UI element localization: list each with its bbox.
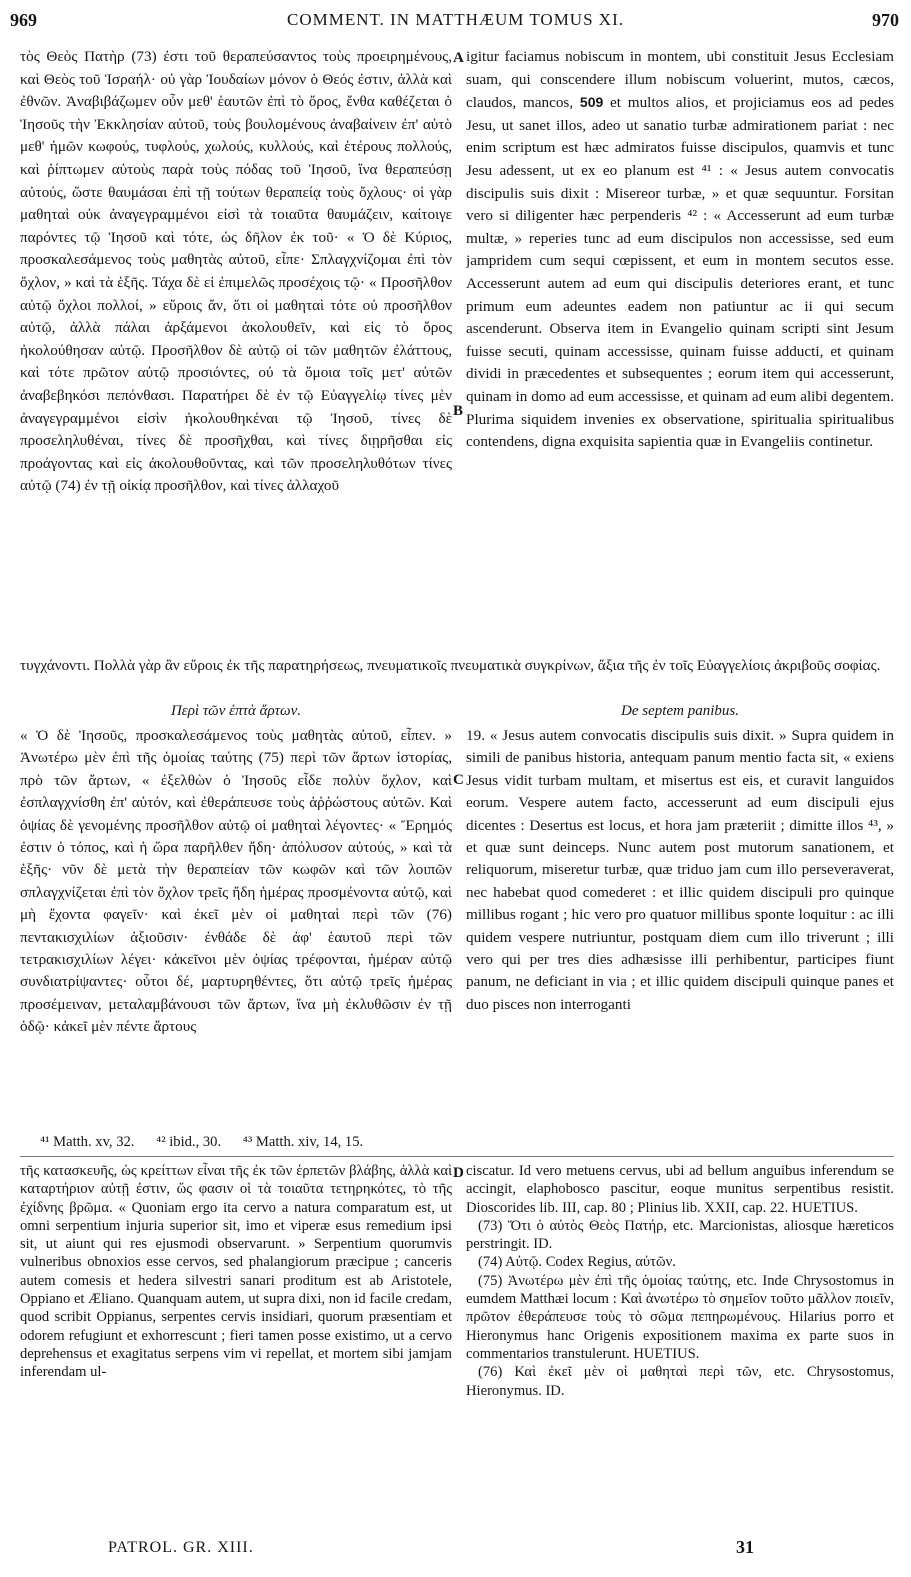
margin-marker-b: B: [453, 403, 464, 419]
footer-signature: PATROL. GR. XIII.: [108, 1539, 254, 1556]
running-header: [0, 4, 911, 38]
greek-text-top: τὸς Θεὸς Πατὴρ (73) ἐστι τοῦ θεραπεύσαντος τοὺς προειρημένους, καὶ Θεὸς τοῦ Ἰσραήλ· οὐ γὰρ Ἰουδαίων μόνον ὁ Θεός ἐστιν, ἀλλὰ καὶ ἐθνῶν. Ἀναβιβάζωμεν οὖν μεθ' ἑαυτῶν ἐπὶ τὸ ὄρος, ἔνθα καθέζεται ὁ Ἰησοῦς τὴν Ἐκκλησίαν αὐτοῦ, τοὺς βουλομένους ἀναβαίνειν ἐπ' αὐτὸ μεθ' ἡμῶν κωφούς, τυφλούς, χωλούς, κυλλούς, καὶ ἑτέρους πολλούς, καὶ ῥίπτωμεν αὐτοὺς παρὰ τοὺς πόδας τοῦ Ἰησοῦ, ἵνα θεραπεύσῃ αὐτούς, ὥστε θαυμάσαι ἐπὶ τῇ τούτων θεραπείᾳ τοὺς ὄχλους· οἱ γὰρ μαθηταὶ οὐκ ἀναγεγραμμένοι εἰσὶ τὰ τοιαῦτα θαυμάζειν, καίτοιγε παρόντες τῷ Ἰησοῦ καὶ τότε, ὡς δῆλον ἐκ τοῦ· « Ὁ δὲ Κύριος, προσκαλεσάμενος τοὺς μαθητὰς αὐτοῦ, εἶπε· Σπλαγχνίζομαι ἐπὶ τὸν ὄχλον, » καὶ τὰ ἑξῆς. Τάχα δὲ εἰ ἐπιμελῶς προσέχοις τῷ· « Προσῆλθον αὐτῷ ὄχλοι πολλοί, » εὕροις ἄν, ὅτι οἱ μαθηταὶ τότε οὐ προσῆλθον αὐτῷ, ἀλλὰ πάλαι ἀρξάμενοι ἀκολουθεῖν, καὶ εἰς τὸ ὄρος ἠκολούθησαν αὐτῷ. Προσῆλθον δὲ αὐτῷ οἱ τῶν μαθητῶν ἐλάττους, καὶ τότε πρῶτον αὐτῷ προσιόντες, οὐ τὰ ὅμοια τοῖς μετ' αὐτῶν ἀναβεβηκόσι πεπόνθασι. Παρατήρει δὲ ἐν τῷ Εὐαγγελίῳ τίνες μὲν ἀναγεγραμμένοι εἰσὶν ἠκολουθηκέναι τῷ Ἰησοῦ, τίνες δὲ προσεληλυθέναι, τίνες δὲ προσῆχθαι, καὶ τίνες διῃρῆσθαι εἰς προάγοντας καὶ εἰς ἀκολουθοῦντας, καὶ τῶν προσεληλυθότων τίνες αὐτῷ (74) ἐν τῇ οἰκίᾳ προσῆλθον, καὶ τίνες ἀλλαχοῦ: [20, 48, 452, 495]
note-75: (75) Ἀνωτέρω μὲν ἐπὶ τῆς ὁμοίας ταύτης, etc. Inde Chrysostomus in eumdem Matthæi locum : Καὶ ἀνωτέρω τὸ σημεῖον τοῦτο μᾶλλον ποιεῖν, πρῶτον ἐθεράπευσε τοὺς τὸ σῶμα πεπηρωμένους. Hilarius porro et Hieronymus hanc Origenis expositionem maxima ex parte suos in commentarios transtulerunt. HUETIUS.: [466, 1272, 894, 1362]
notes-left-text: [20, 1162, 452, 1382]
latin-text-top-a: igitur faciamus nobiscum in montem, ubi constituit Jesus Ecclesiam suam, qui conscendere illum nobiscum voluerint, mutos, cæcos, claudos, mancos,: [466, 48, 894, 112]
margin-marker-d: D: [453, 1165, 464, 1181]
latin-text-top: [466, 46, 894, 454]
note-74: (74) Αὐτῷ. Codex Regius, αὐτῶν.: [478, 1254, 676, 1271]
note-73: (73) Ὅτι ὁ αὐτὸς Θεὸς Πατήρ, etc. Marcionistas, aliosque hæreticos perstringit. ID.: [466, 1217, 894, 1253]
greek-column-top: [20, 46, 452, 652]
greek-continuation: τυγχάνοντι. Πολλὰ γὰρ ἂν εὕροις ἐκ τῆς παρατηρήσεως, πνευματικοῖς πνευματικὰ συγκρίνων, ἄξια τῆς ἐν τοῖς Εὐαγγελίοις ἀκριβοῦς σοφίας.: [20, 657, 881, 674]
footnote-42: ⁴² ibid., 30.: [156, 1134, 222, 1150]
latin-column-top: [466, 46, 894, 652]
notes-divider: [20, 1156, 894, 1157]
section-title-greek: Περὶ τῶν ἑπτὰ ἄρτων.: [170, 703, 302, 719]
column-number: 509: [579, 94, 604, 111]
greek-column-mid: [20, 725, 452, 1121]
note-continuation: ciscatur. Id vero metuens cervus, ubi ad bellum anguibus inferendum se accingit, elaphobosco pascitur, eoque munitus serpentibus resistit. Dioscorides lib. III, cap. 80 ; Plinius lib. XXII, cap. 22. HUETIUS.: [466, 1163, 894, 1216]
footnote-43: ⁴³ Matth. xiv, 14, 15.: [242, 1134, 364, 1150]
notes-column-right: [466, 1162, 894, 1550]
page-footer: [0, 1535, 911, 1561]
page-number-right: 970: [872, 10, 899, 30]
margin-marker-c: C: [453, 772, 464, 788]
latin-column-mid: [466, 725, 894, 1121]
note-76: (76) Καὶ ἐκεῖ μὲν οἱ μαθηταὶ περὶ τῶν, etc. Chrysostomus, Hieronymus. ID.: [466, 1364, 894, 1399]
page-number-left: 969: [10, 10, 37, 30]
section-title-latin: De septem panibus.: [621, 703, 739, 719]
footnote-41: ⁴¹ Matth. xv, 32.: [40, 1134, 135, 1150]
notes-left-latin: « Quoniam ergo ita cervo a natura comparatum est, ut omni serpentium injuria superior sit, imo et viperæ esus remedium ipsi sit, ut aiunt qui res ejusmodi observarunt. » Serpentium quorumvis vulneribus obnoxios esse cervos, sed phalangiorum præcipue ; canceris autem comesis et hedera silvestri sanari proditum est ab Aristotele, Oppiano et Æliano. Quanquam autem, ut supra dixi, non id facile credam, quod scribit Oppianus, serpentes cervis insidiari, quorum præsentiam et odorem refugiunt et exhorrescunt ; fieri tamen posse existimo, ut a cervo deprehensus et exagitatus serpens vim vi repellat, et mortem sibi jamjam inferendam ul-: [20, 1199, 452, 1381]
notes-left-greek: τῆς κατασκευῆς, ὡς κρείττων εἶναι τῆς ἐκ τῶν ἑρπετῶν βλάβης, ἀλλὰ καὶ καταρτήριον αὐτῇ ἐστιν, ὥς φασιν οἱ τὰ τοιαῦτα τετηρηκότες, τὸ τῆς ἐχίδνης βρῶμα.: [20, 1163, 452, 1216]
latin-text-top-b: et multos alios, et projiciamus eos ad pedes Jesu, ut sanet illos, adeo ut sanatio turbæ admirationem pariat : nec enim scriptum est hæc admiratos fuisse discipulos, quamvis et tunc Jesu adessent, ut ex eo planum est ⁴¹ : « Jesus autem convocatis discipulis suis dixit : Misereor turbæ, » et quæ sequuntur. Forsitan vero si diligenter hæc perpenderis ⁴² : « Accesserunt ad eum turbæ multæ, » reperies tunc ad eum discipulos non accessisse, sed eum jampridem cum sequi cœpissent, et eum in montem secutos esse. Accesserunt autem ad eum qui discipulis deteriores erant, et tunc primum eum adeuntes eadem non patiuntur ac ii qui secum ascenderunt. Observa item in Evangelio quinam scripti sint Jesum fuisse secuti, quinam accessisse, quinam fuisse adducti, et quinam dividi in præcedentes et subsequentes ; eorum item qui accesserunt, quinam in domo ad eum accessisse, et quinam ad eum alibi degentem. Plurima siquidem invenies ex observatione, spiritualia spiritualibus contendens, digna exquisita sapientia quæ in Evangeliis continetur.: [466, 94, 894, 451]
notes-column-left: [20, 1162, 452, 1550]
footer-sheet-number: 31: [736, 1537, 754, 1557]
latin-text-mid: 19. « Jesus autem convocatis discipulis suis dixit. » Supra quidem in simili de panibus historia, antequam panum mentio facta sit, « exiens Jesus vidit turbam multam, et misertus est eis, et curavit languidos eorum. Vespere autem facto, accesserunt ad eum discipuli ejus dicentes : Desertus est locus, et hora jam præteriit ; dimitte illos ⁴³, » et quæ sunt deinceps. Nunc autem post mutorum sanationem, et reliquorum, miseretur turbæ, quæ triduo jam cum illo perseveraverat, nec habebat quod comederet : et illic quidem discipuli pro quinque millibus rogant ; hic vero pro quatuor millibus sponte loquitur : ac illi quidem vespere nutriuntur, postquam diem cum illo triverunt ; illi vero qui per tres dies adhæsisse illi perhibentur, participes fiunt panum, ne deficiant in via ; et illic quidem discipuli quinque panes et duo pisces non interroganti: [466, 727, 894, 1013]
margin-marker-a: A: [453, 50, 464, 66]
footnotes: [40, 1134, 880, 1151]
running-title: COMMENT. IN MATTHÆUM TOMUS XI.: [287, 10, 624, 29]
greek-text-mid: « Ὁ δὲ Ἰησοῦς, προσκαλεσάμενος τοὺς μαθητὰς αὐτοῦ, εἶπεν. » Ἀνωτέρω μὲν ἐπὶ τῆς ὁμοίας ταύτης (75) περὶ τῶν ἄρτων ἱστορίας, πρὸ τῶν ἄρτων, « ἐξελθὼν ὁ Ἰησοῦς εἶδε πολὺν ὄχλον, καὶ ἐσπλαγχνίσθη ἐπ' αὐτόν, καὶ ἐθεράπευσε τοὺς ἀῤῥώστους αὐτῶν. Καὶ ὀψίας δὲ γενομένης προσῆλθον αὐτῷ οἱ μαθηταὶ λέγοντες· « Ἔρημός ἐστιν ὁ τόπος, καὶ ἡ ὥρα παρῆλθεν ἤδη· ἀπόλυσον αὐτούς, » καὶ τὰ ἑξῆς· νῦν δὲ μετὰ τὴν θεραπείαν τῶν κωφῶν καὶ τῶν λοιπῶν σπλαγχνίζεται ἐπὶ τὸν ὄχλον τρεῖς ἤδη ἡμέρας προσμένοντα αὐτῷ, καὶ μὴ ἔχοντα φαγεῖν· καὶ ἐκεῖ μὲν οἱ μαθηταὶ περὶ τῶν (76) πεντακισχιλίων ἀξιοῦσιν· ἐνθάδε δὲ ἀφ' ἑαυτοῦ περὶ τῶν τετρακισχιλίων λέγει· κἀκεῖνοι μὲν ὀψίας τρέφονται, ἡμέραν αὐτῷ συνδιατρίψαντες· οὗτοι δέ, μαρτυρηθέντες, ὅτι αὐτῷ τρεῖς ἡμέρας προσέμειναν, μεταλαμβάνουσι τῶν ἄρτων, ἵνα μὴ ἐκλυθῶσιν ἐν τῇ ὁδῷ· κἀκεῖ μὲν πέντε ἄρτους: [20, 727, 452, 1036]
